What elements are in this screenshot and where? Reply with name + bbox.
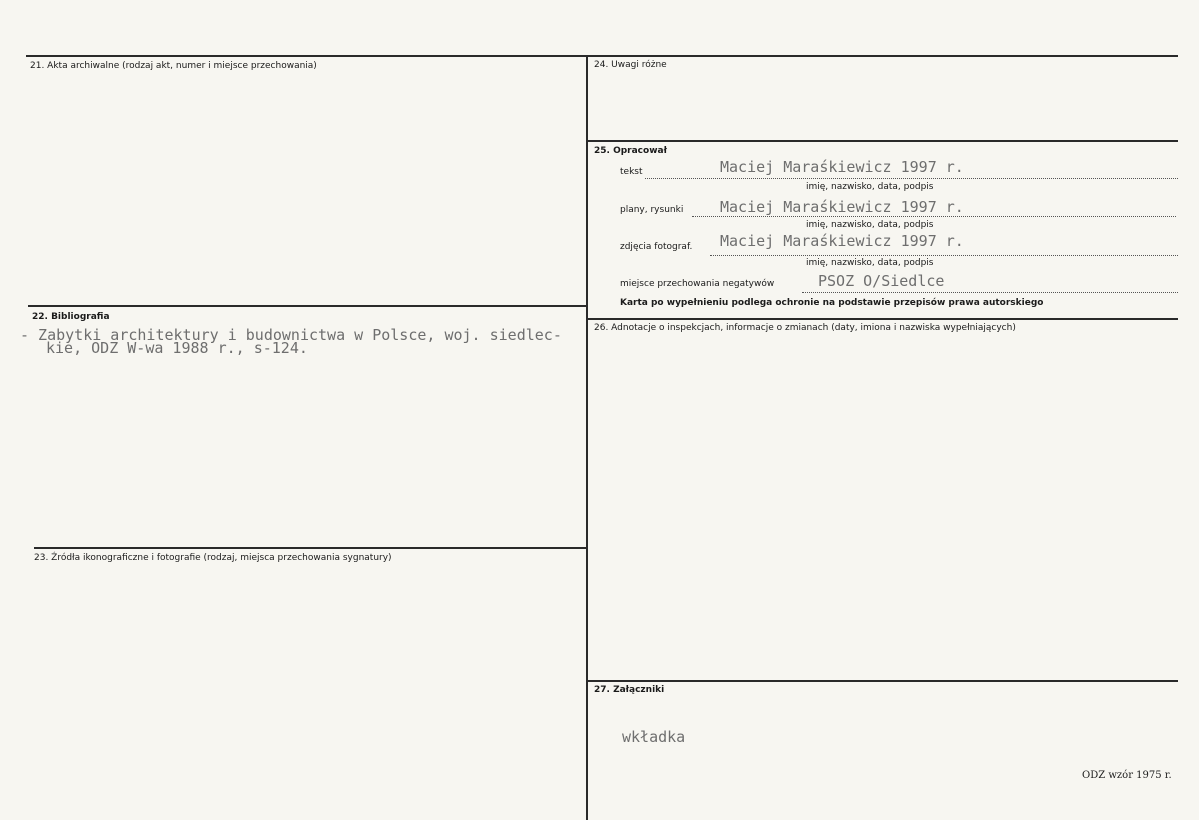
section-22-label: 22. Bibliografia	[32, 312, 110, 322]
zdjecia-dotted-line	[710, 255, 1178, 256]
bibliography-line-1: - Zabytki architektury i budownictwa w Polsce, woj. siedlec-	[20, 326, 562, 344]
rule-25	[588, 140, 1178, 142]
section-21-label: 21. Akta archiwalne (rodzaj akt, numer i miejsce przechowania)	[30, 61, 317, 71]
tekst-label: tekst	[620, 167, 643, 177]
attachments-value: wkładka	[622, 728, 686, 746]
section-25-label: 25. Opracował	[594, 146, 667, 156]
section-24-label: 24. Uwagi różne	[594, 60, 667, 70]
zdjecia-signature-caption: imię, nazwisko, data, podpis	[806, 258, 934, 268]
plany-signature-caption: imię, nazwisko, data, podpis	[806, 220, 934, 230]
plany-label: plany, rysunki	[620, 205, 684, 215]
center-divider	[586, 57, 588, 820]
copyright-notice: Karta po wypełnieniu podlega ochronie na podstawie przepisów prawa autorskiego	[620, 298, 1044, 308]
negatywy-value: PSOZ O/Siedlce	[818, 272, 945, 290]
tekst-value: Maciej Maraśkiewicz 1997 r.	[720, 158, 964, 176]
bibliography-line-2: kie, ODZ W-wa 1988 r., s-124.	[46, 339, 308, 357]
zdjecia-label: zdjęcia fotograf.	[620, 242, 693, 252]
rule-27	[588, 680, 1178, 682]
zdjecia-value: Maciej Maraśkiewicz 1997 r.	[720, 232, 964, 250]
rule-26	[588, 318, 1178, 320]
plany-dotted-line	[692, 216, 1176, 217]
negatywy-dotted-line	[802, 292, 1178, 293]
plany-value: Maciej Maraśkiewicz 1997 r.	[720, 198, 964, 216]
tekst-dotted-line	[645, 178, 1178, 179]
rule-22	[28, 305, 586, 307]
section-26-label: 26. Adnotacje o inspekcjach, informacje o zmianach (daty, imiona i nazwiska wypełniających)	[594, 323, 1016, 333]
section-23-label: 23. Źródła ikonograficzne i fotografie (rodzaj, miejsca przechowania sygnatury)	[34, 553, 392, 563]
negatywy-label: miejsce przechowania negatywów	[620, 279, 775, 289]
rule-23	[34, 547, 586, 549]
top-rule	[26, 55, 1178, 57]
tekst-signature-caption: imię, nazwisko, data, podpis	[806, 182, 934, 192]
section-27-label: 27. Załączniki	[594, 685, 665, 695]
form-footer: ODZ wzór 1975 r.	[1082, 770, 1172, 781]
